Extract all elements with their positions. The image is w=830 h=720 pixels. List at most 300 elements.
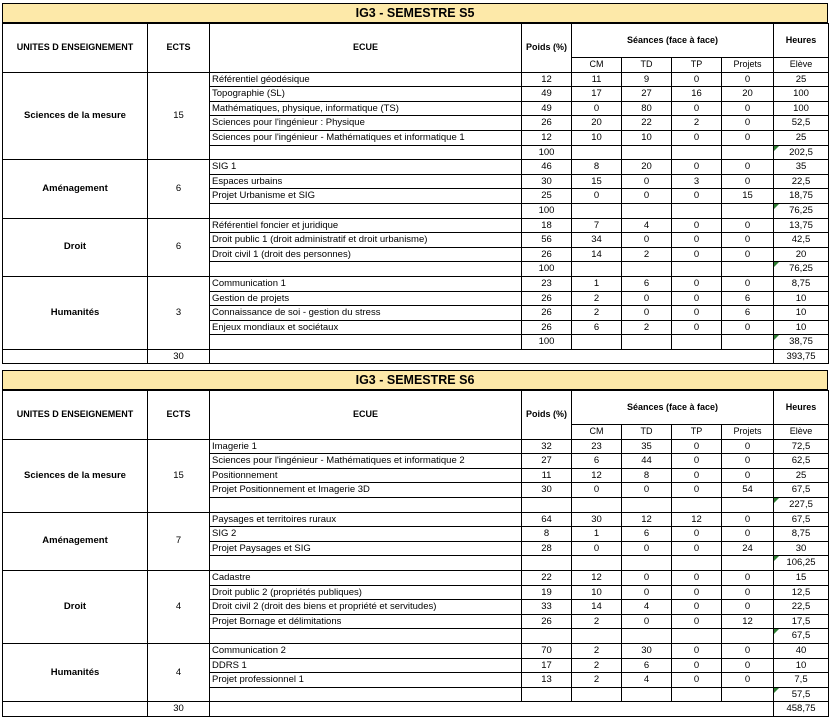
cell-poids: 28	[522, 541, 572, 556]
cell-td: 0	[622, 306, 672, 321]
cell-cm: 10	[572, 130, 622, 145]
empty-cell	[210, 687, 522, 702]
empty-cell	[672, 497, 722, 512]
cell-td: 20	[622, 160, 672, 175]
cell-poids: 33	[522, 600, 572, 615]
semester-total-hours: 458,75	[774, 702, 829, 717]
cell-td: 0	[622, 174, 672, 189]
empty-cell	[622, 262, 672, 277]
cell-tp: 0	[672, 218, 722, 233]
empty-cell	[672, 687, 722, 702]
cell-cm: 2	[572, 614, 622, 629]
ue-name: Sciences de la mesure	[3, 72, 148, 160]
cell-poids: 17	[522, 658, 572, 673]
ue-poids-total	[522, 497, 572, 512]
cell-heures: 8,75	[774, 276, 829, 291]
cell-tp: 0	[672, 614, 722, 629]
ecue-name: Droit public 1 (droit administratif et droit urbanisme)	[210, 233, 522, 248]
empty-cell	[3, 702, 148, 717]
cell-tp: 0	[672, 439, 722, 454]
cell-projets: 20	[722, 87, 774, 102]
cell-tp: 0	[672, 643, 722, 658]
empty-cell	[572, 335, 622, 350]
col-header-td: TD	[622, 58, 672, 73]
empty-cell	[622, 497, 672, 512]
cell-tp: 0	[672, 189, 722, 204]
ue-poids-total: 100	[522, 335, 572, 350]
cell-tp: 12	[672, 512, 722, 527]
ue-ects: 6	[148, 160, 210, 218]
empty-cell	[572, 556, 622, 571]
cell-tp: 0	[672, 468, 722, 483]
cell-poids: 12	[522, 130, 572, 145]
empty-cell	[672, 556, 722, 571]
cell-poids: 30	[522, 483, 572, 498]
ue-ects: 4	[148, 570, 210, 643]
cell-poids: 26	[522, 247, 572, 262]
cell-projets: 6	[722, 306, 774, 321]
col-header-eleve: Elève	[774, 425, 829, 440]
cell-tp: 0	[672, 291, 722, 306]
empty-cell	[210, 629, 522, 644]
cell-cm: 34	[572, 233, 622, 248]
cell-tp: 2	[672, 116, 722, 131]
cell-tp: 0	[672, 483, 722, 498]
cell-poids: 19	[522, 585, 572, 600]
cell-cm: 6	[572, 454, 622, 469]
ecue-name: Droit public 2 (propriétés publiques)	[210, 585, 522, 600]
ecue-name: Sciences pour l'ingénieur - Mathématiques et informatique 1	[210, 130, 522, 145]
ecue-name: Droit civil 2 (droit des biens et propriété et servitudes)	[210, 600, 522, 615]
cell-heures: 100	[774, 87, 829, 102]
semester-title: IG3 - SEMESTRE S6	[2, 370, 828, 390]
ue-hours-total: 38,75	[774, 335, 829, 350]
cell-projets: 0	[722, 600, 774, 615]
ecue-name: Mathématiques, physique, informatique (TS)	[210, 101, 522, 116]
cell-tp: 3	[672, 174, 722, 189]
cell-projets: 0	[722, 468, 774, 483]
ue-name: Aménagement	[3, 512, 148, 570]
cell-tp: 0	[672, 233, 722, 248]
cell-tp: 0	[672, 600, 722, 615]
cell-projets: 0	[722, 585, 774, 600]
cell-poids: 12	[522, 72, 572, 87]
col-header-ue: UNITES D ENSEIGNEMENT	[3, 391, 148, 440]
header-row	[3, 24, 829, 58]
cell-projets: 24	[722, 541, 774, 556]
table-row	[3, 160, 829, 175]
cell-projets: 0	[722, 570, 774, 585]
ue-poids-total	[522, 556, 572, 571]
cell-td: 0	[622, 585, 672, 600]
cell-td: 4	[622, 600, 672, 615]
col-header-seances: Séances (face à face)	[572, 24, 774, 58]
cell-td: 44	[622, 454, 672, 469]
cell-poids: 64	[522, 512, 572, 527]
cell-td: 22	[622, 116, 672, 131]
ue-name: Aménagement	[3, 160, 148, 218]
empty-cell	[572, 145, 622, 160]
empty-cell	[210, 556, 522, 571]
cell-td: 0	[622, 189, 672, 204]
ue-name: Droit	[3, 218, 148, 276]
cell-cm: 2	[572, 291, 622, 306]
ecue-name: Positionnement	[210, 468, 522, 483]
cell-heures: 62,5	[774, 454, 829, 469]
ecue-name: Topographie (SL)	[210, 87, 522, 102]
ecue-name: Projet Bornage et délimitations	[210, 614, 522, 629]
cell-cm: 0	[572, 189, 622, 204]
ecue-name: Référentiel foncier et juridique	[210, 218, 522, 233]
cell-td: 0	[622, 483, 672, 498]
col-header-poids: Poids (%)	[522, 391, 572, 440]
ecue-name: Projet Positionnement et Imagerie 3D	[210, 483, 522, 498]
cell-projets: 6	[722, 291, 774, 306]
cell-poids: 27	[522, 454, 572, 469]
cell-td: 9	[622, 72, 672, 87]
ue-hours-total: 57,5	[774, 687, 829, 702]
ue-name: Humanités	[3, 643, 148, 701]
empty-cell	[210, 203, 522, 218]
ue-name: Sciences de la mesure	[3, 439, 148, 512]
col-header-ects: ECTS	[148, 391, 210, 440]
empty-cell	[622, 145, 672, 160]
empty-cell	[572, 497, 622, 512]
cell-poids: 46	[522, 160, 572, 175]
col-header-poids: Poids (%)	[522, 24, 572, 73]
cell-poids: 26	[522, 306, 572, 321]
cell-poids: 18	[522, 218, 572, 233]
table-row	[3, 72, 829, 87]
cell-tp: 0	[672, 320, 722, 335]
cell-tp: 0	[672, 527, 722, 542]
cell-heures: 67,5	[774, 512, 829, 527]
semester-s5-table	[2, 3, 828, 364]
cell-td: 80	[622, 101, 672, 116]
empty-cell	[722, 497, 774, 512]
col-header-seances: Séances (face à face)	[572, 391, 774, 425]
cell-heures: 10	[774, 291, 829, 306]
cell-poids: 13	[522, 673, 572, 688]
empty-cell	[622, 203, 672, 218]
cell-cm: 6	[572, 320, 622, 335]
ue-hours-total: 67,5	[774, 629, 829, 644]
cell-tp: 0	[672, 454, 722, 469]
ue-hours-total: 76,25	[774, 203, 829, 218]
col-header-projets: Projets	[722, 425, 774, 440]
ue-ects: 3	[148, 276, 210, 349]
cell-heures: 25	[774, 130, 829, 145]
cell-heures: 18,75	[774, 189, 829, 204]
ecue-name: Projet professionnel 1	[210, 673, 522, 688]
cell-poids: 30	[522, 174, 572, 189]
cell-td: 8	[622, 468, 672, 483]
cell-projets: 0	[722, 116, 774, 131]
empty-cell	[210, 335, 522, 350]
cell-td: 35	[622, 439, 672, 454]
cell-projets: 0	[722, 174, 774, 189]
empty-cell	[722, 145, 774, 160]
cell-projets: 0	[722, 218, 774, 233]
cell-cm: 1	[572, 527, 622, 542]
cell-heures: 35	[774, 160, 829, 175]
cell-td: 30	[622, 643, 672, 658]
cell-projets: 12	[722, 614, 774, 629]
cell-heures: 22,5	[774, 600, 829, 615]
ue-hours-total: 106,25	[774, 556, 829, 571]
curriculum-table	[2, 23, 829, 364]
cell-heures: 20	[774, 247, 829, 262]
col-header-cm: CM	[572, 425, 622, 440]
cell-td: 0	[622, 614, 672, 629]
cell-cm: 11	[572, 72, 622, 87]
cell-heures: 67,5	[774, 483, 829, 498]
ecue-name: Communication 2	[210, 643, 522, 658]
cell-cm: 7	[572, 218, 622, 233]
cell-tp: 16	[672, 87, 722, 102]
empty-cell	[672, 629, 722, 644]
cell-td: 2	[622, 320, 672, 335]
table-row	[3, 643, 829, 658]
ecue-name: Projet Paysages et SIG	[210, 541, 522, 556]
table-row	[3, 439, 829, 454]
cell-td: 10	[622, 130, 672, 145]
empty-cell	[210, 145, 522, 160]
ue-name: Droit	[3, 570, 148, 643]
cell-cm: 14	[572, 247, 622, 262]
cell-cm: 2	[572, 658, 622, 673]
cell-projets: 0	[722, 673, 774, 688]
cell-tp: 0	[672, 130, 722, 145]
semester-total-ects: 30	[148, 702, 210, 717]
cell-projets: 0	[722, 247, 774, 262]
ue-ects: 4	[148, 643, 210, 701]
ecue-name: Imagerie 1	[210, 439, 522, 454]
empty-cell	[3, 349, 148, 364]
cell-poids: 22	[522, 570, 572, 585]
ecue-name: SIG 1	[210, 160, 522, 175]
col-header-projets: Projets	[722, 58, 774, 73]
ecue-name: DDRS 1	[210, 658, 522, 673]
col-header-ecue: ECUE	[210, 24, 522, 73]
cell-cm: 8	[572, 160, 622, 175]
cell-heures: 25	[774, 468, 829, 483]
cell-td: 0	[622, 570, 672, 585]
cell-cm: 12	[572, 570, 622, 585]
cell-poids: 70	[522, 643, 572, 658]
cell-cm: 0	[572, 541, 622, 556]
cell-tp: 0	[672, 276, 722, 291]
cell-heures: 40	[774, 643, 829, 658]
empty-cell	[210, 497, 522, 512]
cell-poids: 26	[522, 320, 572, 335]
cell-cm: 0	[572, 483, 622, 498]
col-header-heures: Heures	[774, 391, 829, 425]
ecue-name: Sciences pour l'ingénieur - Mathématiques et informatique 2	[210, 454, 522, 469]
ue-hours-total: 76,25	[774, 262, 829, 277]
empty-cell	[722, 203, 774, 218]
cell-tp: 0	[672, 72, 722, 87]
semester-s6-table	[2, 370, 828, 717]
empty-cell	[622, 687, 672, 702]
cell-cm: 0	[572, 101, 622, 116]
col-header-tp: TP	[672, 58, 722, 73]
cell-projets: 0	[722, 527, 774, 542]
cell-projets: 0	[722, 101, 774, 116]
empty-cell	[722, 262, 774, 277]
cell-heures: 12,5	[774, 585, 829, 600]
cell-poids: 26	[522, 614, 572, 629]
ue-poids-total: 100	[522, 262, 572, 277]
ue-hours-total: 202,5	[774, 145, 829, 160]
ecue-name: Enjeux mondiaux et sociétaux	[210, 320, 522, 335]
cell-td: 6	[622, 527, 672, 542]
cell-heures: 52,5	[774, 116, 829, 131]
cell-projets: 0	[722, 454, 774, 469]
ue-ects: 15	[148, 72, 210, 160]
cell-tp: 0	[672, 673, 722, 688]
cell-heures: 13,75	[774, 218, 829, 233]
cell-cm: 2	[572, 306, 622, 321]
cell-poids: 26	[522, 116, 572, 131]
cell-projets: 0	[722, 512, 774, 527]
cell-cm: 20	[572, 116, 622, 131]
cell-heures: 17,5	[774, 614, 829, 629]
semester-total-ects: 30	[148, 349, 210, 364]
ecue-name: Espaces urbains	[210, 174, 522, 189]
empty-cell	[672, 335, 722, 350]
empty-cell	[210, 702, 774, 717]
cell-td: 0	[622, 541, 672, 556]
cell-poids: 49	[522, 101, 572, 116]
ecue-name: Droit civil 1 (droit des personnes)	[210, 247, 522, 262]
cell-poids: 26	[522, 291, 572, 306]
col-header-eleve: Elève	[774, 58, 829, 73]
cell-tp: 0	[672, 658, 722, 673]
cell-cm: 2	[572, 673, 622, 688]
cell-poids: 8	[522, 527, 572, 542]
cell-poids: 32	[522, 439, 572, 454]
cell-tp: 0	[672, 585, 722, 600]
cell-projets: 0	[722, 130, 774, 145]
cell-projets: 0	[722, 160, 774, 175]
cell-td: 6	[622, 276, 672, 291]
ue-hours-total: 227,5	[774, 497, 829, 512]
header-row	[3, 391, 829, 425]
cell-td: 4	[622, 673, 672, 688]
col-header-ecue: ECUE	[210, 391, 522, 440]
ecue-name: Connaissance de soi - gestion du stress	[210, 306, 522, 321]
cell-heures: 7,5	[774, 673, 829, 688]
cell-tp: 0	[672, 247, 722, 262]
cell-td: 0	[622, 291, 672, 306]
ue-name: Humanités	[3, 276, 148, 349]
cell-td: 12	[622, 512, 672, 527]
ue-ects: 15	[148, 439, 210, 512]
empty-cell	[672, 262, 722, 277]
empty-cell	[622, 629, 672, 644]
cell-cm: 30	[572, 512, 622, 527]
empty-cell	[572, 687, 622, 702]
cell-cm: 23	[572, 439, 622, 454]
cell-heures: 72,5	[774, 439, 829, 454]
ecue-name: SIG 2	[210, 527, 522, 542]
cell-heures: 8,75	[774, 527, 829, 542]
cell-cm: 12	[572, 468, 622, 483]
empty-cell	[672, 203, 722, 218]
cell-td: 6	[622, 658, 672, 673]
cell-projets: 0	[722, 658, 774, 673]
cell-cm: 14	[572, 600, 622, 615]
cell-projets: 0	[722, 233, 774, 248]
empty-cell	[672, 145, 722, 160]
cell-cm: 17	[572, 87, 622, 102]
ue-poids-total: 100	[522, 203, 572, 218]
cell-cm: 1	[572, 276, 622, 291]
empty-cell	[722, 335, 774, 350]
cell-poids: 56	[522, 233, 572, 248]
empty-cell	[572, 203, 622, 218]
empty-cell	[722, 629, 774, 644]
cell-cm: 2	[572, 643, 622, 658]
semester-total-row	[3, 349, 829, 364]
table-row	[3, 570, 829, 585]
cell-poids: 11	[522, 468, 572, 483]
col-header-heures: Heures	[774, 24, 829, 58]
ecue-name: Paysages et territoires ruraux	[210, 512, 522, 527]
ecue-name: Référentiel géodésique	[210, 72, 522, 87]
cell-projets: 0	[722, 439, 774, 454]
ue-ects: 6	[148, 218, 210, 276]
cell-projets: 15	[722, 189, 774, 204]
cell-tp: 0	[672, 101, 722, 116]
empty-cell	[572, 262, 622, 277]
cell-heures: 10	[774, 320, 829, 335]
cell-heures: 100	[774, 101, 829, 116]
cell-projets: 54	[722, 483, 774, 498]
semester-total-hours: 393,75	[774, 349, 829, 364]
cell-heures: 10	[774, 306, 829, 321]
cell-heures: 22,5	[774, 174, 829, 189]
empty-cell	[722, 687, 774, 702]
cell-poids: 23	[522, 276, 572, 291]
curriculum-table	[2, 390, 829, 717]
semester-total-row	[3, 702, 829, 717]
table-row	[3, 218, 829, 233]
cell-heures: 30	[774, 541, 829, 556]
table-row	[3, 276, 829, 291]
ue-poids-total: 100	[522, 145, 572, 160]
cell-tp: 0	[672, 306, 722, 321]
ue-poids-total	[522, 629, 572, 644]
cell-projets: 0	[722, 643, 774, 658]
cell-td: 2	[622, 247, 672, 262]
col-header-tp: TP	[672, 425, 722, 440]
cell-projets: 0	[722, 320, 774, 335]
cell-tp: 0	[672, 541, 722, 556]
cell-projets: 0	[722, 72, 774, 87]
cell-td: 4	[622, 218, 672, 233]
cell-cm: 10	[572, 585, 622, 600]
col-header-ects: ECTS	[148, 24, 210, 73]
cell-heures: 10	[774, 658, 829, 673]
ecue-name: Gestion de projets	[210, 291, 522, 306]
cell-poids: 49	[522, 87, 572, 102]
cell-tp: 0	[672, 160, 722, 175]
cell-heures: 15	[774, 570, 829, 585]
cell-projets: 0	[722, 276, 774, 291]
ecue-name: Projet Urbanisme et SIG	[210, 189, 522, 204]
